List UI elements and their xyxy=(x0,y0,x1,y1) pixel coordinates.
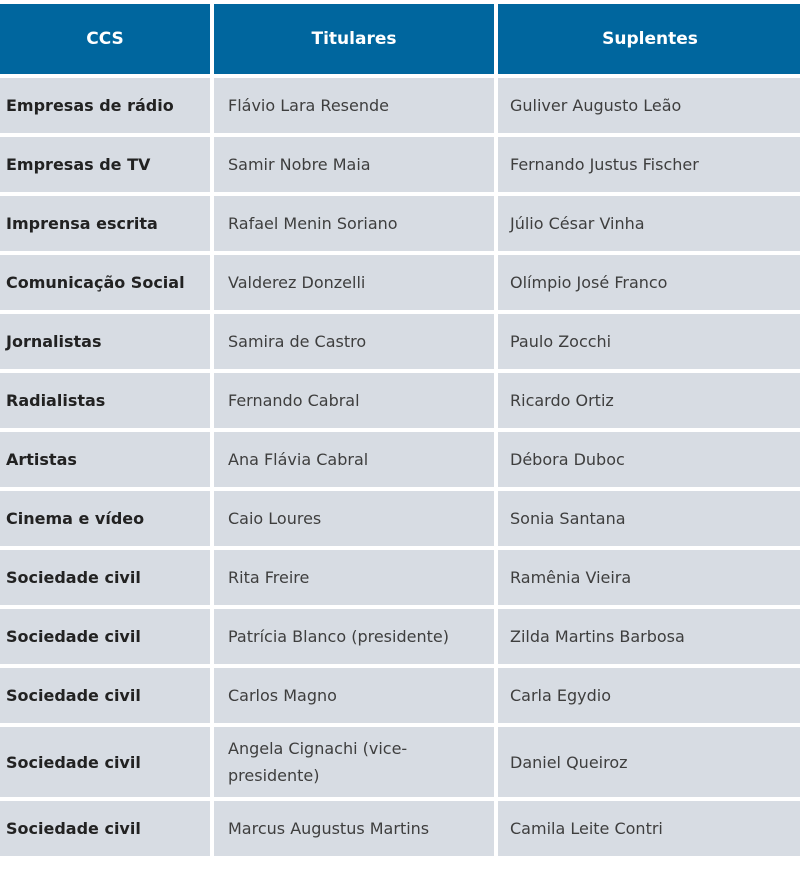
titular-cell: Marcus Augustus Martins xyxy=(214,801,494,856)
category-cell: Jornalistas xyxy=(0,314,210,369)
suplente-cell: Camila Leite Contri xyxy=(498,801,800,856)
suplente-cell: Zilda Martins Barbosa xyxy=(498,609,800,664)
category-cell: Imprensa escrita xyxy=(0,196,210,251)
suplente-cell: Débora Duboc xyxy=(498,432,800,487)
table-row xyxy=(0,78,800,133)
titular-cell: Samir Nobre Maia xyxy=(214,137,494,192)
column-header-titulares: Titulares xyxy=(214,4,494,74)
suplente-cell: Júlio César Vinha xyxy=(498,196,800,251)
titular-cell: Angela Cignachi (vice-presidente) xyxy=(214,727,494,797)
category-cell: Comunicação Social xyxy=(0,255,210,310)
category-cell: Sociedade civil xyxy=(0,727,210,797)
table-row xyxy=(0,137,800,192)
table-row xyxy=(0,314,800,369)
table-row xyxy=(0,609,800,664)
category-cell: Sociedade civil xyxy=(0,550,210,605)
suplente-cell: Fernando Justus Fischer xyxy=(498,137,800,192)
titular-cell: Flávio Lara Resende xyxy=(214,78,494,133)
table-row xyxy=(0,668,800,723)
table-row xyxy=(0,432,800,487)
suplente-cell: Daniel Queiroz xyxy=(498,727,800,797)
suplente-cell: Paulo Zocchi xyxy=(498,314,800,369)
suplente-cell: Sonia Santana xyxy=(498,491,800,546)
column-header-suplentes: Suplentes xyxy=(498,4,800,74)
category-cell: Sociedade civil xyxy=(0,609,210,664)
table-row xyxy=(0,196,800,251)
titular-cell: Rita Freire xyxy=(214,550,494,605)
titular-cell: Ana Flávia Cabral xyxy=(214,432,494,487)
table-row xyxy=(0,550,800,605)
titular-cell: Samira de Castro xyxy=(214,314,494,369)
suplente-cell: Ramênia Vieira xyxy=(498,550,800,605)
suplente-cell: Carla Egydio xyxy=(498,668,800,723)
titular-cell: Rafael Menin Soriano xyxy=(214,196,494,251)
category-cell: Empresas de TV xyxy=(0,137,210,192)
column-header-ccs: CCS xyxy=(0,4,210,74)
table-header-row xyxy=(0,4,800,74)
suplente-cell: Olímpio José Franco xyxy=(498,255,800,310)
titular-cell: Fernando Cabral xyxy=(214,373,494,428)
titular-cell: Valderez Donzelli xyxy=(214,255,494,310)
category-cell: Sociedade civil xyxy=(0,801,210,856)
table-row xyxy=(0,491,800,546)
table-row xyxy=(0,801,800,856)
category-cell: Radialistas xyxy=(0,373,210,428)
titular-cell: Patrícia Blanco (presidente) xyxy=(214,609,494,664)
suplente-cell: Ricardo Ortiz xyxy=(498,373,800,428)
suplente-cell: Guliver Augusto Leão xyxy=(498,78,800,133)
titular-cell: Carlos Magno xyxy=(214,668,494,723)
category-cell: Cinema e vídeo xyxy=(0,491,210,546)
table-row xyxy=(0,727,800,797)
titular-cell: Caio Loures xyxy=(214,491,494,546)
table-row xyxy=(0,255,800,310)
category-cell: Artistas xyxy=(0,432,210,487)
category-cell: Sociedade civil xyxy=(0,668,210,723)
category-cell: Empresas de rádio xyxy=(0,78,210,133)
table-row xyxy=(0,373,800,428)
